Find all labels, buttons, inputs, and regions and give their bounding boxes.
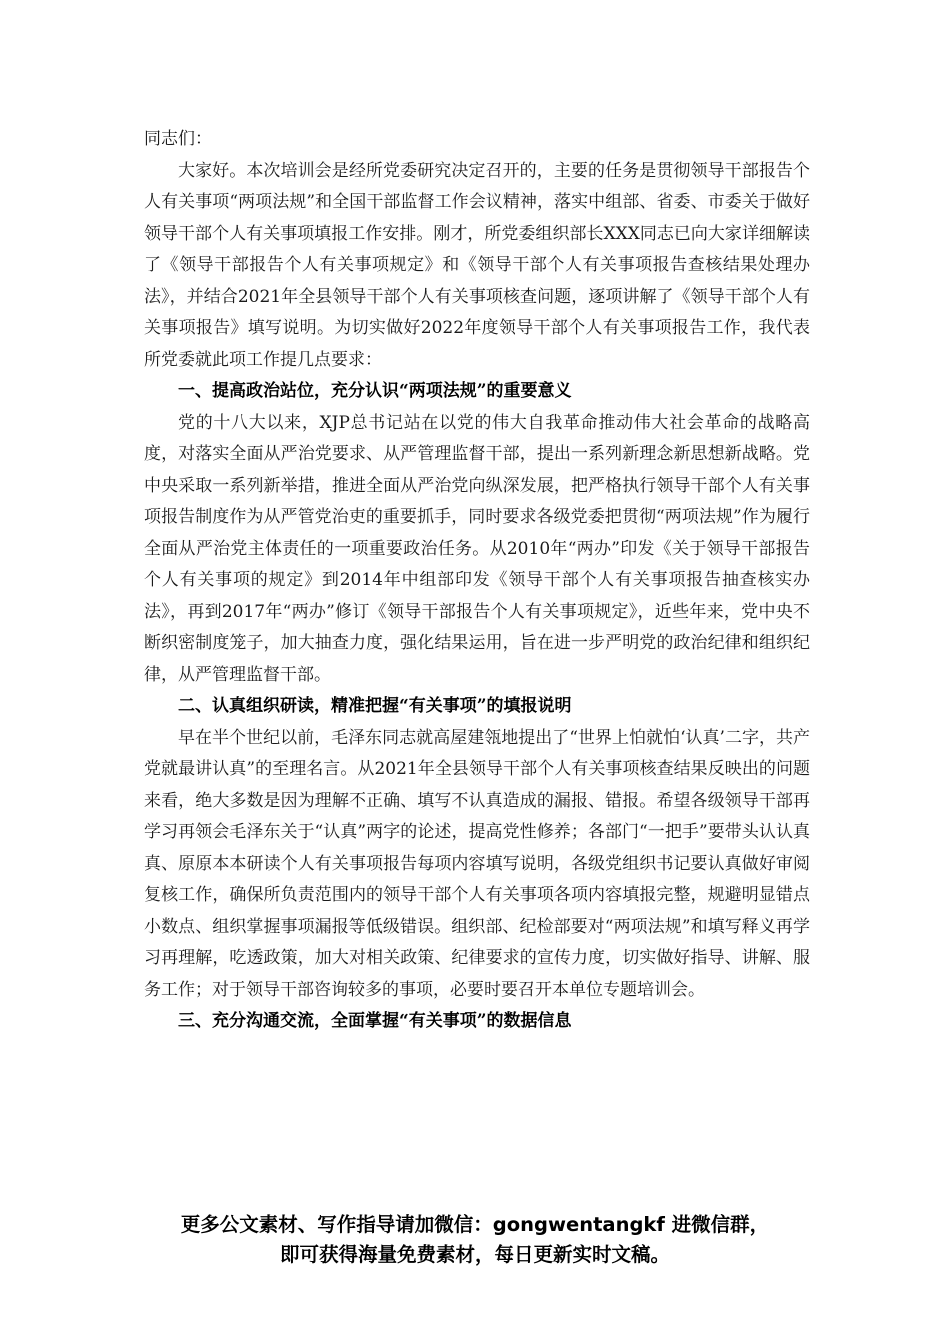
intro-paragraph: 大家好。本次培训会是经所党委研究决定召开的，主要的任务是贯彻领导干部报告个人有关事项“两项法规”和全国干部监督工作会议精神，落实中组部、省委、市委关于做好领导干部个人有关事项填报工作安排。刚才，所党委组织部长XXX同志已向大家详细解读了《领导干部报告个人有关事项规定》和《领导干部个人有关事项报告查核结果处理办法》，并结合2021年全县领导干部个人有关事项核查问题，逐项讲解了《领导干部个人有关事项报告》填写说明。为切实做好2022年度领导干部个人有关事项报告工作，我代表所党委就此项工作提几点要求：	[144, 160, 810, 370]
section-1-paragraph: 党的十八大以来，XJP总书记站在以党的伟大自我革命推动伟大社会革命的战略高度，对落实全面从严治党要求、从严管理监督干部，提出一系列新理念新思想新战略。党中央采取一系列新举措，推进全面从严治党向纵深发展，把严格执行领导干部个人有关事项报告制度作为从严管党治吏的重要抓手，同时要求各级党委把贯彻“两项法规”作为履行全面从严治党主体责任的一项重要政治任务。从2010年“两办”印发《关于领导干部报告个人有关事项的规定》到2014年中组部印发《领导干部个人有关事项报告抽查核实办法》，再到2017年“两办”修订《领导干部报告个人有关事项规定》，近些年来，党中央不断织密制度笼子，加大抽查力度，强化结果运用，旨在进一步严明党的政治纪律和组织纪律，从严管理监督干部。	[144, 412, 810, 685]
salutation: 同志们：	[144, 129, 212, 149]
section-2-heading: 二、认真组织研读，精准把握“有关事项”的填报说明	[178, 696, 572, 716]
section-3-heading: 三、充分沟通交流，全面掌握“有关事项”的数据信息	[178, 1011, 572, 1031]
document-body	[144, 124, 810, 1038]
footer-promo-line-2: 即可获得海量免费素材，每日更新实时文稿。	[279, 1243, 670, 1266]
footer-promo	[100, 1210, 850, 1270]
footer-promo-line-1: 更多公文素材、写作指导请加微信：gongwentangkf 进微信群，	[180, 1213, 770, 1236]
section-2-paragraph: 早在半个世纪以前，毛泽东同志就高屋建瓴地提出了“世界上怕就怕‘认真’二字，共产党就最讲认真”的至理名言。从2021年全县领导干部个人有关事项核查结果反映出的问题来看，绝大多数是因为理解不正确、填写不认真造成的漏报、错报。希望各级领导干部再学习再领会毛泽东关于“认真”两字的论述，提高党性修养；各部门“一把手”要带头认认真真、原原本本研读个人有关事项报告每项内容填写说明，各级党组织书记要认真做好审阅复核工作，确保所负责范围内的领导干部个人有关事项各项内容填报完整，规避明显错点小数点、组织掌握事项漏报等低级错误。组织部、纪检部要对“两项法规”和填写释义再学习再理解，吃透政策，加大对相关政策、纪律要求的宣传力度，切实做好指导、讲解、服务工作；对于领导干部咨询较多的事项，必要时要召开本单位专题培训会。	[144, 727, 810, 1000]
section-1-heading: 一、提高政治站位，充分认识“两项法规”的重要意义	[178, 381, 572, 401]
